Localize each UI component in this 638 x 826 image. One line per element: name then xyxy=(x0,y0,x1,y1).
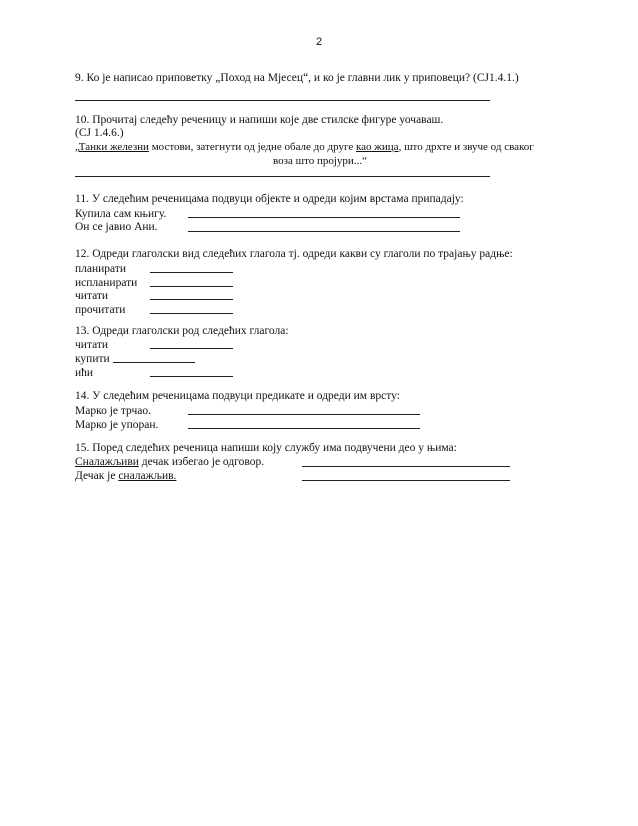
quote-underlined-2: као жица xyxy=(355,141,399,153)
q15-underlined-1: Сналажљиви xyxy=(75,456,139,468)
q12-answer-line-1 xyxy=(150,272,233,273)
q15-row-2 xyxy=(75,469,184,483)
q12-answer-line-3 xyxy=(150,299,233,300)
q13-title: 13. Одреди глаголски род следећих глагола: xyxy=(75,325,289,337)
q10-quote-line2: воза што пројури...“ xyxy=(273,155,367,167)
q13-row-1: читати xyxy=(75,339,109,351)
q10-text: 10. Прочитај следећу реченицу и напиши које две стилске фигуре уочаваш. xyxy=(75,114,444,126)
q11-answer-line-1 xyxy=(188,217,460,218)
q13-row-2: купити xyxy=(75,353,110,365)
q15-row-2-pre: Дечак је xyxy=(75,470,119,482)
q13-answer-line-2 xyxy=(113,362,195,363)
q11-title: 11. У следећим реченицама подвуци објекте и одреди којим врстама припадају: xyxy=(75,193,464,205)
q11-row-2: Он се јавио Ани. xyxy=(75,221,158,233)
q12-answer-line-4 xyxy=(150,313,233,314)
q10-answer-line xyxy=(75,176,490,177)
q14-title: 14. У следећим реченицама подвуци предикате и одреди им врсту: xyxy=(75,390,400,402)
q10-code: (СЈ 1.4.6.) xyxy=(75,127,124,139)
q13-answer-line-1 xyxy=(150,348,233,349)
q9-answer-line xyxy=(75,100,490,101)
q12-title: 12. Одреди глаголски вид следећих глагола тј. одреди какви су глаголи по трајању радње: xyxy=(75,248,513,260)
q14-row-2: Марко је упоран. xyxy=(75,419,159,431)
quote-middle: мостови, затегнути од једне обале до друге xyxy=(148,141,356,153)
q15-underlined-2: сналажљив. xyxy=(118,470,177,482)
page-number: 2 xyxy=(315,36,323,48)
q11-answer-line-2 xyxy=(188,231,460,232)
q11-row-1: Купила сам књигу. xyxy=(75,208,167,220)
quote-open: „ xyxy=(75,141,79,153)
q14-answer-line-1 xyxy=(188,414,420,415)
q15-row-1 xyxy=(75,455,264,469)
q15-title: 15. Поред следећих реченица напиши коју службу има подвучени део у њима: xyxy=(75,442,457,454)
q12-row-1: планирати xyxy=(75,263,127,275)
q12-row-2: испланирати xyxy=(75,277,138,289)
q12-row-4: прочитати xyxy=(75,304,126,316)
q10-quote-line1 xyxy=(75,140,534,154)
q15-answer-line-1 xyxy=(302,466,510,467)
q13-row-3: ићи xyxy=(75,367,94,379)
q14-row-1: Марко је трчао. xyxy=(75,405,152,417)
q15-answer-line-2 xyxy=(302,480,510,481)
q13-answer-line-3 xyxy=(150,376,233,377)
q15-row-1-rest: дечак избегао је одговор. xyxy=(138,456,265,468)
q14-answer-line-2 xyxy=(188,428,420,429)
q12-row-3: читати xyxy=(75,290,109,302)
q12-answer-line-2 xyxy=(150,286,233,287)
q9-text: 9. Ко је написао приповетку „Поход на Мјесец“, и ко је главни лик у приповеци? (СЈ1.4.1.) xyxy=(75,72,519,84)
quote-end: , што дрхте и звуче од сваког xyxy=(398,141,534,153)
quote-underlined-1: Танки железни xyxy=(78,141,149,153)
